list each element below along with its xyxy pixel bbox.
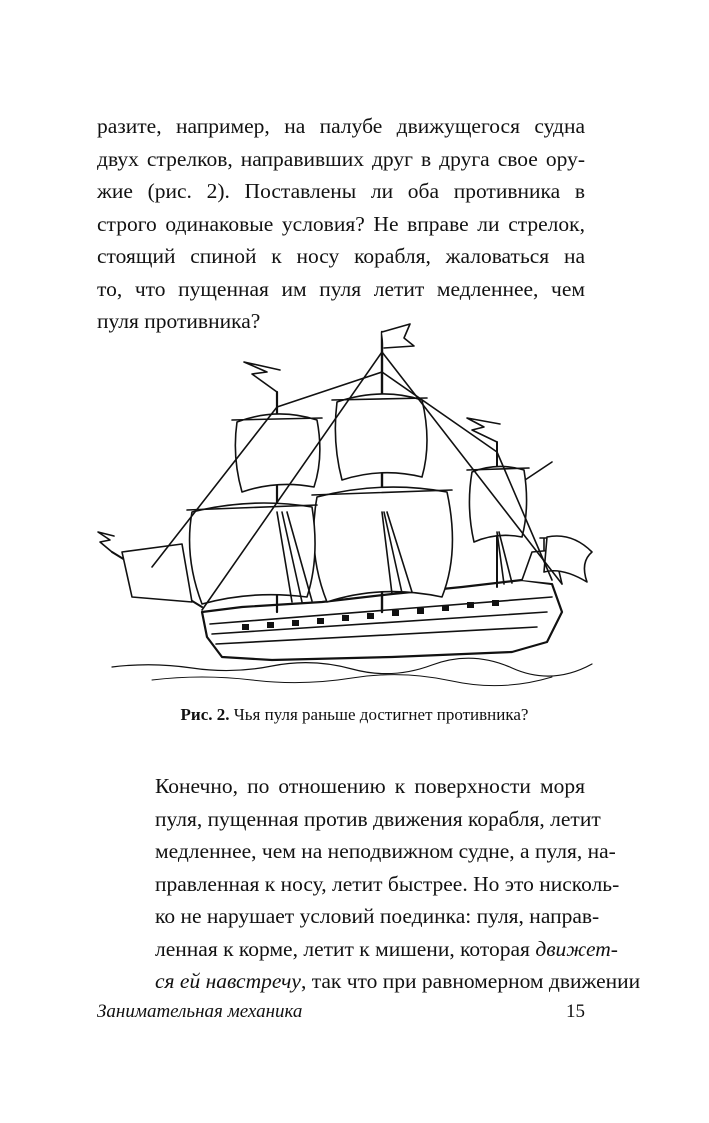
figure-caption — [0, 704, 709, 726]
paragraph-top — [97, 110, 585, 338]
text-line — [97, 933, 618, 966]
text-line: строго одинаковые условия? Не вправе ли стрелок, — [97, 211, 585, 236]
page-footer — [97, 1000, 585, 1024]
text-line: пуля противника? — [97, 309, 261, 333]
text-line: Конечно, по отношению к поверхности моря — [155, 774, 585, 798]
paragraph-bottom — [97, 770, 641, 998]
ship-illustration — [92, 312, 602, 692]
text-line: правленная к носу, летит быстрее. Но это нисколь- — [155, 871, 620, 896]
page-number: 15 — [566, 1001, 585, 1022]
text-line: двух стрелков, направивших друг в друга свое ору- — [97, 146, 585, 171]
text-line: медленнее, чем на неподвижном судне, а пуля, на- — [155, 839, 616, 863]
text-line: жие (рис. 2). Поставлены ли оба противника в — [97, 179, 585, 203]
text-line: стоящий спиной к носу корабля, жаловаться на — [97, 244, 585, 268]
text-line: ко не нарушает условий поединка: пуля, направ- — [155, 904, 600, 928]
text-line — [97, 965, 641, 998]
emphasis-text: ся ей навстречу — [155, 969, 301, 993]
text-segment: , так что при равномерном движении — [300, 969, 641, 993]
caption-text: Чья пуля раньше достигнет противника? — [229, 705, 529, 724]
caption-label: Рис. 2. — [180, 705, 230, 724]
text-segment: ленная к корме, летит к мишени, которая — [155, 936, 536, 961]
text-line: то, что пущенная им пуля летит медленнее, чем — [97, 276, 585, 301]
book-title: Занимательная механика — [97, 1001, 303, 1022]
text-line: разите, например, на палубе движущегося судна — [97, 114, 585, 138]
emphasis-text: движет- — [535, 936, 618, 961]
text-line: пуля, пущенная против движения корабля, летит — [155, 806, 601, 831]
